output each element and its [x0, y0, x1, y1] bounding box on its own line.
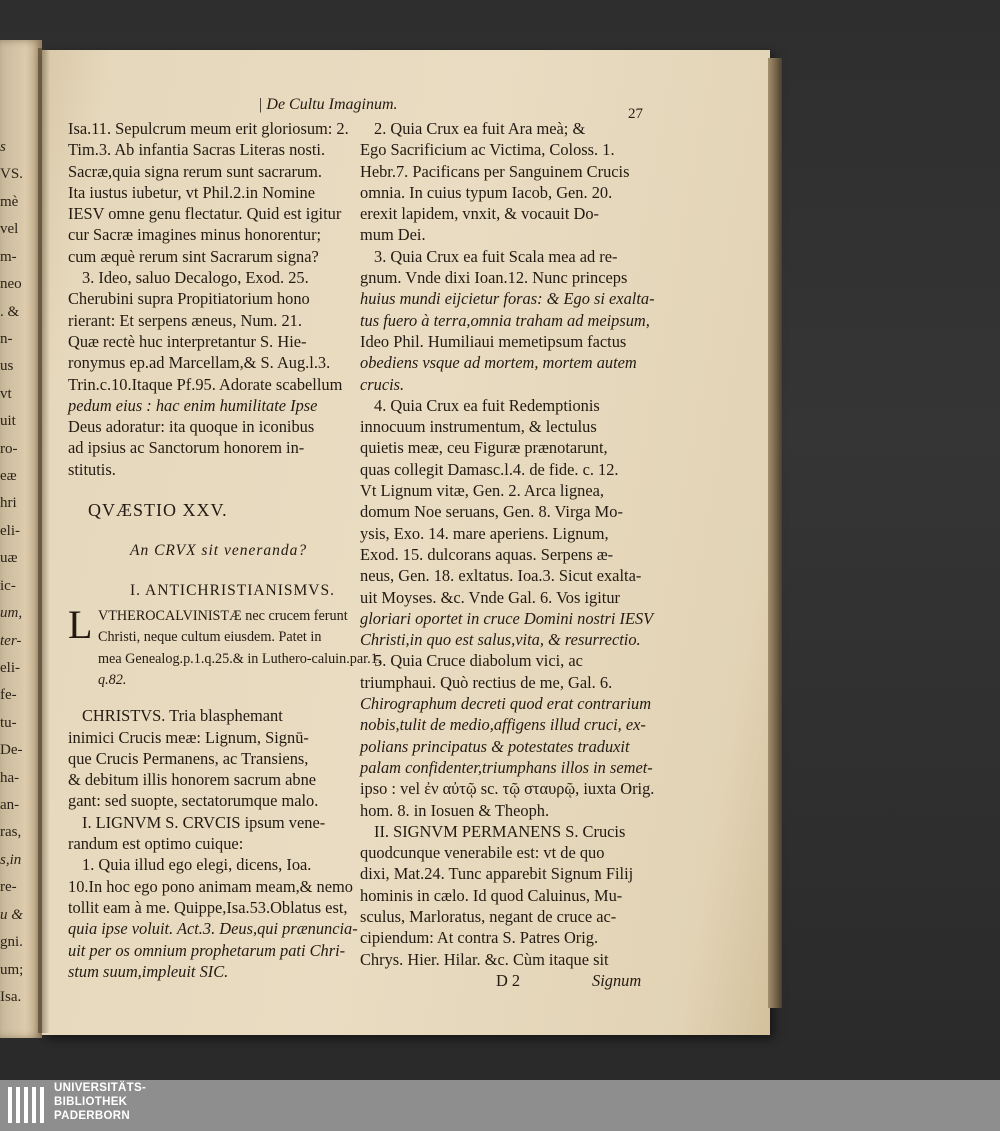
facing-page-fragment: eæ: [0, 468, 17, 485]
page-number: 27: [628, 106, 643, 122]
text-line: Hebr.7. Pacificans per Sanguinem Crucis: [360, 161, 630, 181]
text-line: Tim.3. Ab infantia Sacras Literas nosti.: [68, 140, 326, 160]
text-line: hom. 8. in Iosuen & Theoph.: [360, 800, 550, 820]
facing-page-fragment: fe-: [0, 687, 17, 704]
text-line: pedum eius : hac enim humilitate Ipse: [68, 395, 318, 415]
text-line: que Crucis Permanens, ac Transiens,: [68, 748, 309, 768]
text-line: 3. Ideo, saluo Decalogo, Exod. 25.: [82, 268, 309, 288]
running-head: | De Cultu Imaginum.: [258, 96, 398, 113]
page-block-edge: [768, 58, 782, 1008]
facing-page-fragment: us: [0, 358, 14, 375]
text-line: cipiendum: At contra S. Patres Orig.: [360, 928, 599, 948]
facing-page-fragment: um,: [0, 605, 23, 622]
drop-cap-paragraph: [68, 602, 382, 691]
facing-page-fragment: tu-: [0, 714, 17, 731]
text-line: ysis, Exo. 14. mare aperiens. Lignum,: [360, 523, 609, 543]
facing-page-fragment: Isa.: [0, 989, 22, 1005]
facing-page-fragment: De-: [0, 742, 23, 759]
facing-page-fragment: . &: [0, 303, 20, 320]
text-line: quas collegit Damasc.l.4. de fide. c. 12.: [360, 459, 619, 479]
text-line: IESV omne genu flectatur. Quid est igitur: [68, 204, 342, 224]
text-line: gant: sed suopte, sectatorumque malo.: [68, 791, 319, 811]
facing-page-edge: [0, 40, 42, 1038]
left-text-column: [68, 118, 382, 982]
text-line: tollit eam à me. Quippe,Isa.53.Oblatus est,: [68, 897, 348, 917]
text-line: innocuum instrumentum, & lectulus: [360, 417, 597, 437]
footer-bar: [0, 1080, 1000, 1131]
text-line: rierant: Et serpens æneus, Num. 21.: [68, 310, 302, 330]
text-line: crucis.: [360, 374, 405, 394]
text-line: erexit lapidem, vnxit, & vocauit Do-: [360, 204, 599, 224]
text-line: Isa.11. Sepulcrum meum erit gloriosum: 2.: [68, 119, 349, 138]
text-line: 3. Quia Crux ea fuit Scala mea ad re-: [374, 246, 618, 266]
logo-text-line-2: BIBLIOTHEK: [54, 1096, 128, 1108]
facing-page-fragment: VS.: [0, 166, 23, 183]
facing-page-fragment: n-: [0, 330, 13, 347]
text-line: triumphaui. Quò rectius de me, Gal. 6.: [360, 672, 613, 692]
text-line: 1. Quia illud ego elegi, dicens, Ioa.: [82, 855, 312, 875]
text-line: Chrys. Hier. Hilar. &c. Cùm itaque sit: [360, 949, 609, 969]
text-line: 5. Quia Cruce diabolum vici, ac: [374, 651, 583, 671]
text-line: stitutis.: [68, 459, 116, 479]
text-line: omnia. In cuius typum Iacob, Gen. 20.: [360, 182, 613, 202]
text-line: Trin.c.10.Itaque Pf.95. Adorate scabellum: [68, 374, 343, 394]
text-line: ronymus ep.ad Marcellam,& S. Aug.l.3.: [68, 353, 331, 373]
text-line: sculus, Marloratus, negant de cruce ac-: [360, 906, 617, 926]
text-line: q.82.: [98, 671, 127, 688]
facing-page-fragment: an-: [0, 797, 20, 814]
text-line: ipso : vel ἐν αὐτῷ sc. τῷ σταυρῷ, iuxta Orig.: [360, 779, 655, 799]
text-line: polians principatus & potestates traduxit: [360, 736, 630, 756]
question-subtitle: An CRVX sit veneranda?: [130, 542, 308, 560]
text-line: Christi,in quo est salus,vita, & resurrectio.: [360, 630, 641, 650]
text-line: hominis in cælo. Id quod Caluinus, Mu-: [360, 885, 623, 905]
text-line: neus, Gen. 18. exltatus. Ioa.3. Sicut exalta-: [360, 566, 642, 586]
text-line: palam confidenter,triumphans illos in semet-: [360, 757, 653, 777]
text-line: obediens vsque ad mortem, mortem autem: [360, 353, 637, 373]
text-line: gloriari oportet in cruce Domini nostri IESV: [360, 608, 654, 628]
text-line: 10.In hoc ego pono animam meam,& nemo: [68, 876, 353, 896]
text-line: Ego Sacrificium ac Victima, Coloss. 1.: [360, 140, 615, 160]
facing-page-fragment: ic-: [0, 577, 16, 594]
text-line: Quæ rectè huc interpretantur S. Hie-: [68, 331, 307, 351]
section-title: I. ANTICHRISTIANISMVS.: [130, 582, 335, 600]
facing-page-fragment: um;: [0, 961, 24, 978]
facing-page-fragment: ras,: [0, 824, 22, 841]
text-line: domum Noe seruans, Gen. 8. Virga Mo-: [360, 502, 623, 522]
text-line: stum suum,impleuit SIC.: [68, 961, 229, 981]
catchword: Signum: [592, 970, 642, 990]
text-line: nobis,tulit de medio,affigens illud cruci, ex-: [360, 715, 646, 735]
text-line: & debitum illis honorem sacrum abne: [68, 770, 317, 790]
text-line: II. SIGNVM PERMANENS S. Crucis: [374, 821, 626, 841]
text-line: Sacræ,quia signa rerum sunt sacrarum.: [68, 161, 322, 181]
text-line: dixi, Mat.24. Tunc apparebit Signum Filij: [360, 864, 634, 884]
text-line: ad ipsius ac Sanctorum honorem in-: [68, 438, 305, 458]
logo-text-line-1: UNIVERSITÄTS-: [54, 1082, 147, 1094]
text-line: quia ipse voluit. Act.3. Deus,qui prænuncia-: [68, 919, 358, 939]
text-line: Deus adoratur: ita quoque in iconibus: [68, 417, 315, 437]
text-line: tus fuero à terra,omnia traham ad meipsum,: [360, 310, 650, 330]
facing-page-fragment: eli-: [0, 522, 20, 539]
facing-page-fragment: u &: [0, 906, 23, 923]
text-line: mea Genealog.p.1.q.25.& in Luthero-caluin.par.1.: [98, 650, 382, 667]
page-gutter-shadow: [38, 48, 50, 1033]
text-line: randum est optimo cuique:: [68, 834, 244, 854]
text-line: gnum. Vnde dixi Ioan.12. Nunc princeps: [360, 268, 628, 288]
facing-page-fragment: ro-: [0, 440, 18, 457]
question-title: QVÆSTIO XXV.: [88, 500, 228, 521]
text-line: Chirographum decreti quod erat contrarium: [360, 694, 652, 714]
facing-page-fragment: ter-: [0, 632, 22, 649]
facing-page-fragment: ha-: [0, 769, 20, 786]
catchword-row: [360, 970, 644, 992]
facing-page-fragment: vt: [0, 385, 12, 402]
facing-page-fragment: gni.: [0, 934, 23, 951]
facing-page-fragment: uit: [0, 413, 16, 430]
facing-page-fragment: vel: [0, 221, 19, 238]
text-line: Exod. 15. dulcorans aquas. Serpens æ-: [360, 544, 614, 564]
drop-cap: L: [68, 602, 93, 648]
text-line: uit per os omnium prophetarum pati Chri-: [68, 940, 346, 960]
text-line: Vt Lignum vitæ, Gen. 2. Arca lignea,: [360, 481, 604, 501]
text-line: VTHEROCALVINISTÆ nec crucem ferunt: [98, 608, 348, 625]
text-line: mum Dei.: [360, 225, 426, 245]
text-line: cur Sacræ imagines minus honorentur;: [68, 225, 322, 245]
text-line: Cherubini supra Propitiatorium hono: [68, 289, 310, 309]
text-line: huius mundi eijcietur foras: & Ego si exalta-: [360, 289, 655, 309]
text-line: inimici Crucis meæ: Lignum, Signū-: [68, 727, 309, 747]
text-line: CHRISTVS. Tria blasphemant: [82, 706, 283, 726]
right-text-column: [360, 118, 655, 992]
facing-page-fragment: hri: [0, 495, 17, 512]
text-line: quodcunque venerabile est: vt de quo: [360, 843, 605, 863]
text-line: uit Moyses. &c. Vnde Gal. 6. Vos igitur: [360, 587, 620, 607]
facing-page-fragment: neo: [0, 276, 22, 293]
logo-text-line-3: PADERBORN: [54, 1110, 130, 1122]
text-line: Ita iustus iubetur, vt Phil.2.in Nomine: [68, 182, 316, 202]
signature-mark: D 2: [496, 970, 521, 990]
facing-page-fragment: eli-: [0, 659, 20, 676]
text-line: cum æquè rerum sint Sacrarum signa?: [68, 246, 319, 266]
facing-page-fragment: m-: [0, 248, 17, 265]
text-line: Christi, neque cultum eiusdem. Patet in: [98, 629, 322, 646]
facing-page-fragment: s,in: [0, 851, 22, 868]
facing-page-fragment: re-: [0, 879, 17, 896]
text-line: Ideo Phil. Humiliaui memetipsum factus: [360, 331, 627, 351]
facing-page-fragment: s: [0, 139, 6, 155]
text-line: quietis meæ, ceu Figuræ prænotarunt,: [360, 438, 608, 458]
facing-page-fragment: uæ: [0, 550, 18, 567]
text-line: 4. Quia Crux ea fuit Redemptionis: [374, 395, 600, 415]
facing-page-fragment: mè: [0, 193, 19, 210]
text-line: I. LIGNVM S. CRVCIS ipsum vene-: [82, 812, 326, 832]
text-line: 2. Quia Crux ea fuit Ara meà; &: [374, 119, 586, 138]
library-logo-icon: [6, 1083, 48, 1127]
